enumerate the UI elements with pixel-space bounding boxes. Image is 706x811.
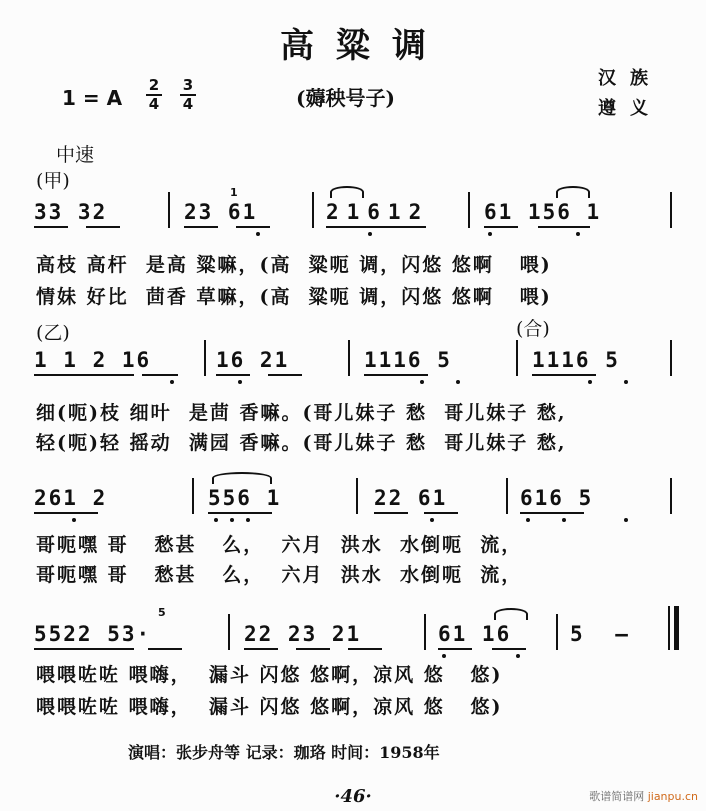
- measure-1-4: 61 156 1: [484, 200, 602, 224]
- octave-dot: [562, 518, 566, 522]
- beam: [438, 648, 472, 650]
- song-title: 高粱调: [280, 26, 448, 66]
- meter-numerator: 2: [148, 76, 160, 94]
- measure-2-3: 1116 5: [364, 348, 452, 372]
- measure-1-3: 21612: [326, 200, 430, 224]
- beam: [34, 648, 134, 650]
- beam: [484, 226, 518, 228]
- lyric-line-3-1: 哥呃嘿 哥 愁甚 么， 六月 洪水 水倒呃 流，: [36, 534, 523, 556]
- measure-1-2: 23 61: [184, 200, 258, 224]
- slur: [494, 608, 528, 620]
- barline: [168, 192, 170, 228]
- watermark-site-name: 歌谱简谱网: [589, 790, 645, 803]
- octave-dot: [72, 518, 76, 522]
- beam: [34, 512, 98, 514]
- octave-dot: [214, 518, 218, 522]
- octave-dot: [420, 380, 424, 384]
- octave-dot: [430, 518, 434, 522]
- barline: [670, 478, 672, 514]
- octave-dot: [368, 232, 372, 236]
- barline: [312, 192, 314, 228]
- measure-3-3: 22 61: [374, 486, 448, 510]
- barline: [506, 478, 508, 514]
- octave-dot: [442, 654, 446, 658]
- octave-dot: [256, 232, 260, 236]
- final-barline-thick: [674, 606, 679, 650]
- beam: [216, 374, 250, 376]
- lyric-line-3-2: 哥呃嘿 哥 愁甚 么， 六月 洪水 水倒呃 流，: [36, 564, 523, 586]
- measure-3-1: 261 2: [34, 486, 108, 510]
- time-signature-3-4: [180, 78, 196, 112]
- barline: [670, 192, 672, 228]
- beam: [374, 512, 408, 514]
- section-label-b: (乙): [36, 322, 70, 344]
- measure-4-3: 61 16: [438, 622, 512, 646]
- measure-3-2: 556 1: [208, 486, 282, 510]
- beam: [208, 512, 272, 514]
- section-label-a: (甲): [36, 170, 70, 192]
- octave-dot: [238, 380, 242, 384]
- measure-1-1: 33 32: [34, 200, 108, 224]
- region-label: 遵义: [598, 98, 662, 119]
- octave-dot: [488, 232, 492, 236]
- lyric-line-4-2: 喂喂咗咗 喂嗨， 漏斗 闪悠 悠啊，凉风 悠 悠): [36, 696, 503, 718]
- octave-dot: [170, 380, 174, 384]
- watermark-domain: jianpu.cn: [647, 790, 698, 803]
- ethnicity-label: 汉族: [598, 68, 662, 89]
- lyric-line-1-1: 高枝 高杆 是高 粱嘛，(高 粱呃 调，闪悠 悠啊 喂): [36, 254, 552, 276]
- beam: [492, 648, 526, 650]
- key-signature: 1 = A: [62, 86, 123, 110]
- watermark: [589, 788, 698, 804]
- beam: [424, 512, 458, 514]
- lyric-line-2-2: 轻(呃)轻 摇动 满园 香嘛。(哥儿妹子 愁 哥儿妹子 愁,: [36, 432, 567, 454]
- page-number: ·46·: [334, 786, 372, 807]
- barline: [228, 614, 230, 650]
- lyric-line-1-2: 情妹 好比 茴香 草嘛，(高 粱呃 调，闪悠 悠啊 喂): [36, 286, 552, 308]
- beam: [34, 226, 68, 228]
- barline: [356, 478, 358, 514]
- barline: [424, 614, 426, 650]
- section-label-c: (合): [516, 318, 550, 340]
- barline: [670, 340, 672, 376]
- meter-denominator: 4: [182, 95, 194, 113]
- grace-note: 5: [158, 606, 166, 619]
- measure-2-4: 1116 5: [532, 348, 620, 372]
- beam: [348, 648, 382, 650]
- measure-2-1: 1 1 2 16: [34, 348, 152, 372]
- beam: [86, 226, 120, 228]
- octave-dot: [576, 232, 580, 236]
- measure-4-4: 5 —: [570, 622, 638, 646]
- measure-2-2: 16 21: [216, 348, 290, 372]
- octave-dot: [516, 654, 520, 658]
- beam: [148, 648, 182, 650]
- octave-dot: [588, 380, 592, 384]
- beam: [184, 226, 218, 228]
- barline: [204, 340, 206, 376]
- beam: [296, 648, 330, 650]
- song-subtitle: (薅秧号子): [296, 86, 395, 110]
- slur: [330, 186, 364, 198]
- beam: [364, 374, 428, 376]
- measure-3-4: 616 5: [520, 486, 594, 510]
- measure-4-1: 5522 53·: [34, 622, 152, 646]
- meter-denominator: 4: [148, 95, 160, 113]
- beam: [268, 374, 302, 376]
- barline: [556, 614, 558, 650]
- lyric-line-4-1: 喂喂咗咗 喂嗨， 漏斗 闪悠 悠啊，凉风 悠 悠): [36, 664, 503, 686]
- beam: [538, 226, 590, 228]
- octave-dot: [624, 518, 628, 522]
- barline: [468, 192, 470, 228]
- lyric-line-2-1: 细(呃)枝 细叶 是茴 香嘛。(哥儿妹子 愁 哥儿妹子 愁,: [36, 402, 567, 424]
- beam: [142, 374, 178, 376]
- beam: [34, 374, 134, 376]
- measure-4-2: 22 23 21: [244, 622, 362, 646]
- credits-line: 演唱：张步舟等 记录：珈珞 时间：1958年: [128, 743, 440, 762]
- octave-dot: [230, 518, 234, 522]
- octave-dot: [246, 518, 250, 522]
- final-barline-thin: [668, 606, 670, 650]
- grace-note: 1: [230, 186, 238, 199]
- octave-dot: [624, 380, 628, 384]
- time-signature-2-4: [146, 78, 162, 112]
- beam: [532, 374, 596, 376]
- beam: [236, 226, 270, 228]
- beam: [520, 512, 584, 514]
- octave-dot: [456, 380, 460, 384]
- meter-numerator: 3: [182, 76, 194, 94]
- tempo-marking: 中速: [56, 144, 95, 166]
- slur: [212, 472, 272, 484]
- octave-dot: [526, 518, 530, 522]
- barline: [348, 340, 350, 376]
- beam: [326, 226, 426, 228]
- barline: [516, 340, 518, 376]
- barline: [192, 478, 194, 514]
- slur: [556, 186, 590, 198]
- beam: [244, 648, 278, 650]
